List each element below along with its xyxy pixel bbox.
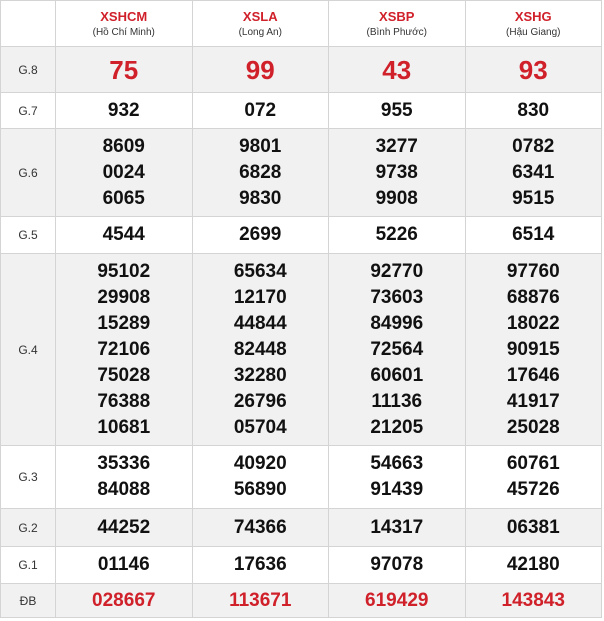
province-code[interactable]: XSHG <box>514 8 552 24</box>
prize-number: 72564 <box>370 338 424 360</box>
prize-number: 9738 <box>375 161 418 183</box>
prize-number: 955 <box>380 99 413 121</box>
prize-number: 0024 <box>102 161 145 183</box>
prize-number: 44252 <box>97 516 151 538</box>
prize-number: 91439 <box>370 479 424 500</box>
province-header-la[interactable] <box>192 1 329 47</box>
prize-row-g5 <box>1 217 602 254</box>
prize-cell <box>465 217 602 254</box>
prize-cell <box>465 547 602 584</box>
prize-row-db <box>1 584 602 618</box>
prize-cell <box>465 509 602 547</box>
prize-row-g4 <box>1 254 602 446</box>
prize-cell <box>329 93 466 129</box>
prize-cell <box>192 47 329 93</box>
prize-cell <box>192 509 329 547</box>
prize-number: 41917 <box>506 390 560 412</box>
prize-number: 619429 <box>365 589 429 611</box>
prize-cell <box>329 446 466 509</box>
prize-cell <box>329 254 466 446</box>
prize-number: 95102 <box>97 260 151 282</box>
prize-number: 10681 <box>97 416 151 438</box>
prize-cell <box>329 217 466 254</box>
prize-number: 6341 <box>512 161 555 183</box>
prize-number: 84088 <box>97 479 151 500</box>
prize-cell <box>329 129 466 217</box>
prize-number: 26796 <box>233 390 287 412</box>
prize-cell <box>329 509 466 547</box>
corner-cell <box>1 1 56 47</box>
prize-number: 06381 <box>506 516 560 538</box>
prize-number: 99 <box>245 54 275 85</box>
prize-number: 9801 <box>239 135 282 157</box>
prize-number: 5226 <box>375 224 418 245</box>
prize-cell <box>56 93 193 129</box>
prize-number: 9830 <box>239 187 282 209</box>
prize-rows <box>1 47 602 618</box>
prize-cell <box>56 129 193 217</box>
prize-number: 21205 <box>370 416 424 438</box>
header-row <box>1 1 602 47</box>
prize-number: 93 <box>518 54 548 85</box>
prize-number: 43 <box>382 54 412 85</box>
prize-number: 97760 <box>506 260 560 282</box>
prize-cell <box>192 217 329 254</box>
prize-number: 18022 <box>506 312 560 334</box>
prize-row-g3 <box>1 446 602 509</box>
prize-number: 6828 <box>239 161 282 183</box>
prize-cell <box>329 547 466 584</box>
prize-cell <box>465 47 602 93</box>
prize-number: 072 <box>244 99 277 121</box>
prize-number: 75 <box>109 54 139 85</box>
prize-number: 75028 <box>97 364 151 386</box>
prize-cell <box>192 129 329 217</box>
prize-cell <box>465 584 602 618</box>
prize-cell <box>465 254 602 446</box>
prize-number: 8609 <box>102 135 145 157</box>
prize-number: 42180 <box>506 554 560 575</box>
prize-cell <box>56 584 193 618</box>
prize-number: 29908 <box>97 286 151 308</box>
prize-number: 40920 <box>233 453 287 474</box>
prize-cell <box>192 254 329 446</box>
prize-number: 830 <box>517 99 550 121</box>
prize-number: 11136 <box>371 390 423 412</box>
province-name: (Bình Phước) <box>366 26 427 38</box>
prize-number: 25028 <box>506 416 560 438</box>
prize-number: 17646 <box>506 364 560 386</box>
province-header-hcm[interactable] <box>56 1 193 47</box>
prize-cell <box>329 47 466 93</box>
province-code[interactable]: XSLA <box>242 8 278 24</box>
prize-row-g8 <box>1 47 602 93</box>
prize-number: 54663 <box>370 453 424 474</box>
prize-cell <box>56 446 193 509</box>
prize-label: G.5 <box>1 217 56 254</box>
prize-label: G.6 <box>1 129 56 217</box>
prize-cell <box>56 217 193 254</box>
prize-number: 17636 <box>233 554 287 575</box>
prize-number: 932 <box>107 99 140 121</box>
prize-cell <box>329 584 466 618</box>
prize-row-g1 <box>1 547 602 584</box>
province-header-bp[interactable] <box>329 1 466 47</box>
prize-number: 9515 <box>512 187 555 209</box>
prize-cell <box>192 547 329 584</box>
prize-number: 2699 <box>239 224 282 245</box>
province-header-hg[interactable] <box>465 1 602 47</box>
prize-number: 32280 <box>233 364 287 386</box>
prize-number: 76388 <box>97 390 151 412</box>
prize-cell <box>192 446 329 509</box>
prize-number: 74366 <box>233 516 287 538</box>
prize-cell <box>465 129 602 217</box>
province-name: (Long An) <box>238 26 282 38</box>
province-code[interactable]: XSHCM <box>100 8 148 24</box>
prize-number: 15289 <box>97 312 151 334</box>
prize-number: 60601 <box>370 364 424 386</box>
prize-cell <box>56 547 193 584</box>
prize-number: 05704 <box>233 416 287 438</box>
prize-label: G.8 <box>1 47 56 93</box>
prize-number: 113671 <box>229 589 292 611</box>
province-code[interactable]: XSBP <box>379 8 415 24</box>
prize-row-g6 <box>1 129 602 217</box>
prize-number: 72106 <box>97 338 151 360</box>
prize-label: G.7 <box>1 93 56 129</box>
prize-number: 56890 <box>233 479 287 500</box>
prize-number: 14317 <box>370 516 424 538</box>
prize-label: G.3 <box>1 446 56 509</box>
province-name: (Hồ Chí Minh) <box>92 26 155 38</box>
prize-cell <box>192 93 329 129</box>
prize-cell <box>56 47 193 93</box>
prize-number: 73603 <box>370 286 424 308</box>
prize-label: G.1 <box>1 547 56 584</box>
prize-cell <box>56 509 193 547</box>
prize-number: 4544 <box>102 224 145 245</box>
province-name: (Hậu Giang) <box>506 26 561 38</box>
prize-number: 028667 <box>92 589 156 611</box>
prize-number: 97078 <box>370 554 424 575</box>
prize-cell <box>192 584 329 618</box>
prize-number: 01146 <box>97 554 150 575</box>
prize-number: 143843 <box>501 589 565 611</box>
prize-number: 92770 <box>370 260 424 282</box>
prize-number: 45726 <box>506 479 560 500</box>
prize-number: 84996 <box>370 312 424 334</box>
prize-number: 82448 <box>233 338 287 360</box>
prize-number: 68876 <box>506 286 560 308</box>
prize-number: 6514 <box>512 224 555 245</box>
prize-label: ĐB <box>1 584 56 618</box>
prize-number: 44844 <box>233 312 287 334</box>
prize-label: G.2 <box>1 509 56 547</box>
prize-cell <box>465 93 602 129</box>
prize-label: G.4 <box>1 254 56 446</box>
prize-number: 9908 <box>375 187 418 209</box>
prize-number: 65634 <box>233 260 287 282</box>
prize-cell <box>465 446 602 509</box>
prize-cell <box>56 254 193 446</box>
prize-number: 3277 <box>375 135 418 157</box>
prize-number: 60761 <box>506 453 560 474</box>
prize-number: 90915 <box>506 338 560 360</box>
prize-number: 6065 <box>102 187 145 209</box>
prize-number: 0782 <box>512 135 555 157</box>
prize-number: 35336 <box>97 453 151 474</box>
prize-number: 12170 <box>233 286 287 308</box>
prize-row-g7 <box>1 93 602 129</box>
prize-row-g2 <box>1 509 602 547</box>
